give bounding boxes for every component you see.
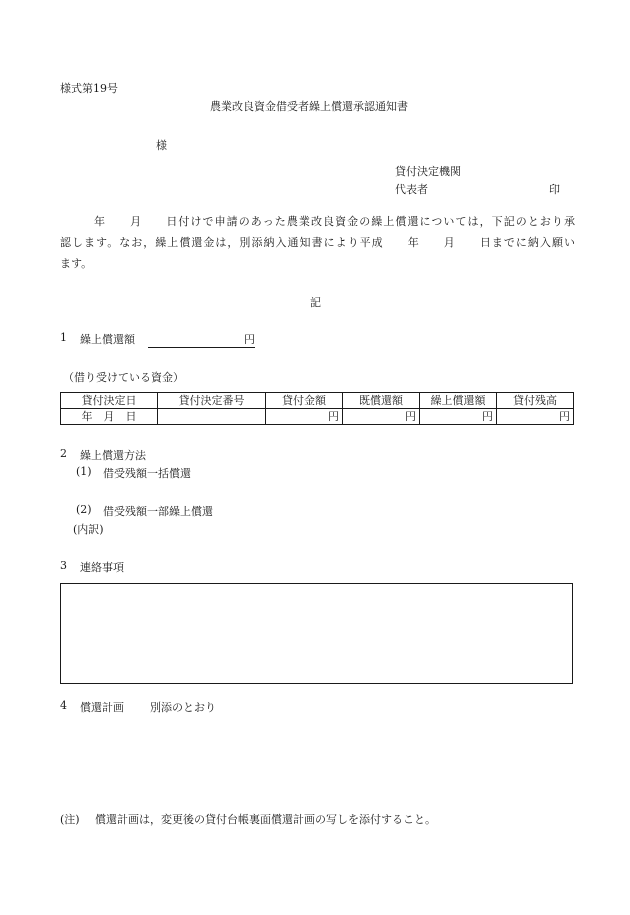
section3-number: 3 [60,559,67,572]
repayment-amount-unit: 円 [244,333,255,346]
ki-heading: 記 [310,296,321,309]
loan-table-header-row [61,393,574,409]
issuer-rep-label: 代表者 [395,183,428,196]
cell-decision-number [158,409,266,425]
col-header-early-repayment: 繰上償還額 [420,393,497,409]
contact-notes-box [60,583,573,684]
loan-table [60,392,574,425]
section4-value: 別添のとおり [150,701,216,714]
cell-loan-amount: 円 [266,409,343,425]
table-row [61,409,574,425]
section1-number: 1 [60,331,67,344]
seal-mark: 印 [549,183,560,196]
col-header-decision-number: 貸付決定番号 [158,393,266,409]
option2-label: 借受残額一部繰上償還 [103,505,213,518]
option2-number: (2) [76,503,92,516]
repayment-amount-field [148,331,255,348]
section4-label: 償還計画 [80,701,124,714]
form-number: 様式第19号 [60,82,118,95]
option1-number: (1) [76,465,92,478]
section3-label: 連絡事項 [80,561,124,574]
body-paragraph [60,211,575,274]
col-header-repaid-amount: 既償還額 [343,393,420,409]
document-title: 農業改良資金借受者繰上償還承認通知書 [210,100,408,113]
borrowed-funds-label: （借り受けている資金） [63,371,184,384]
note-text: 償還計画は，変更後の貸付台帳裏面償還計画の写しを添付すること。 [95,813,436,826]
col-header-decision-date: 貸付決定日 [61,393,158,409]
cell-early-repayment: 円 [420,409,497,425]
addressee-suffix: 様 [156,139,167,152]
issuer-org-label: 貸付決定機関 [395,165,461,178]
note-label: (注) [60,813,80,826]
section2-label: 繰上償還方法 [80,449,146,462]
cell-repaid-amount: 円 [343,409,420,425]
body-line-1: 年 月 日付けで申請のあった農業改良資金の繰上償還については，下記のとおり承 [94,215,575,228]
section4-number: 4 [60,699,67,712]
section2-number: 2 [60,447,67,460]
cell-balance: 円 [497,409,574,425]
breakdown-label: (内訳) [73,523,104,536]
section1-label: 繰上償還額 [80,333,135,346]
body-line-2: 認します。なお，繰上償還金は，別添納入通知書により平成 年 月 日までに納入願い [60,236,575,249]
col-header-balance: 貸付残高 [497,393,574,409]
cell-decision-date: 年 月 日 [61,409,158,425]
option1-label: 借受残額一括償還 [103,467,191,480]
col-header-loan-amount: 貸付金額 [266,393,343,409]
body-line-3: ます。 [60,257,93,270]
